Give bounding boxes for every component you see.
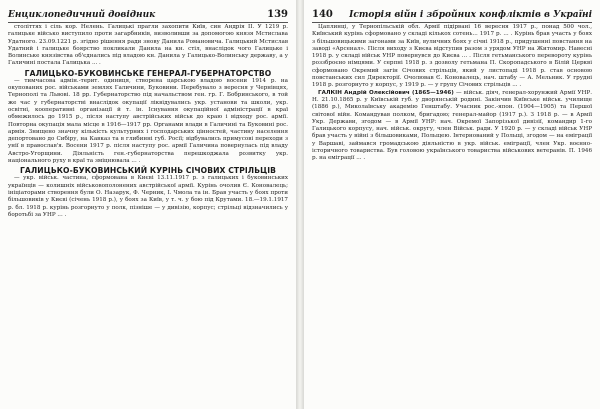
right-page xyxy=(304,0,600,409)
heading-general-governorate: ГАЛИЦЬКО-БУКОВИНСЬКЕ ГЕНЕРАЛ-ГУБЕРНАТОРСТВО xyxy=(24,68,272,78)
right-page-header xyxy=(312,4,592,23)
left-page-number: 139 xyxy=(267,9,288,20)
left-paragraph-1: століттях і сіль кор. Нелень. Галицькі прагли захопити Київ, син Андрія II. У 1219 р. галицьке військо виступило проти загарбників, визволивши за допомогою князя Мстислава Удатного. 23.09.1221 р. згідно рішення ради знову Данила Романовича. Галицький Мстислав Удатний і галицьке боярство покликали Данила на кн. стіл, внаслідок чого Галицьке і Волинське князівства об'єднались під владою кн. Данила у Галицько-Волинську державу, а у Галичині постала Галицька ... . xyxy=(8,24,288,67)
right-paragraph-1: Цаплинці, у Тернопільській обл. Армії підірвані 16 вересня 1917 р., понад 500 чол., Київський курінь сформовано у складі кількох сотень... 1917 р. ... . Курінь брав участь у боях з більшовицькими загонами за Київ, вуличних боях у січні 1918 р., придушенні повстання на заводі «Арсенал». Після виходу з Києва відступив разом з урядом УНР на Житомир. Навесні 1918 р. у складі військ УНР повернувся до Києва ... . Після гетьманського перевороту курінь роззброєно німцями. У серпні 1918 р. з дозволу гетьмана П. Скоропадського в Білій Церкві сформовано Окремий загін Січових стрільців, який у листопаді 1918 р. став основою повстанських сил Директорії. Очолював Є. Коновалець, нач. штабу — А. Мельник. У грудні 1918 р. розгорнуто у корпус, у 1919 р. — у групу Січових стрільців ... . xyxy=(312,24,592,89)
left-page-body xyxy=(8,24,288,407)
left-page-header xyxy=(8,4,288,23)
right-page-title: Історія війн і збройних конфліктів в Україні xyxy=(349,10,592,20)
book-gutter xyxy=(296,0,304,409)
heading-sich-riflemen-kurin: ГАЛИЦЬКО-БУКОВИНСЬКИЙ КУРІНЬ СІЧОВИХ СТРІЛЬЦІВ xyxy=(19,166,277,176)
left-paragraph-3: — укр. військ. частина, сформована в Києві 13.11.1917 р. з галицьких і буковинських українців — колишніх військовополонених австрійської армії. Курінь очолив Є. Коновалець; ініціаторами створення були О. Назарук, Ф. Черник, І. Чмола та ін. Брав участь у боях проти більшовиків у Києві (січень 1918 р.), у боях за Київ, у т. ч. у бою під Крутами. 18.—19.1.1917 р. бл. 1918 р. курінь розгорнуто у полк, пізніше — у дивізію, корпус; стрільці відзначились у боротьбі за УНР ... . xyxy=(8,175,288,218)
left-page-title: Енциклопедичний довідник xyxy=(8,10,156,20)
left-page xyxy=(0,0,296,409)
left-paragraph-2: — тимчасова адмін.-терит. одиниця, створена царською владою восени 1914 р. на окупованих рос. військами землях Галичини, Буковини. Перебувало з вересня у Чернівцях, Тернополі та Львові. 18 рр. Губернаторство під начальством ген. гр. Г. Бобринського, в той же час у губернаторстві внаслідок окупації ліквідувались укр. установи та школи, укр. освітні, кооперативні організації й т. ін. Існування окупаційної адміністрації в краї обмежилось до 1915 р., після наступу австрійських військ до краю і відходу рос. армії. Повторна окупація мала місце в 1916—1917 рр. Органами влади в Галичині та Буковині рос. армія. Знищено значну кількість культурних і господарських цінностей, частину населення депортовано до Сибіру, на Кавказ та в глибинні губ. Росії; відбувались примусові переходи з унії в православ'я. Восени 1917 р. після наступу рос. армії Галичина повернулась під владу Австро-Угорщини. Діяльність ген.-губернаторства перешкоджала розвитку укр. національного руху в краї та зміцнювала ... . xyxy=(8,77,288,165)
entry-term-galkin: ГАЛКІН Андрій Олексійович (1865—1946) xyxy=(318,89,454,96)
right-entry-galkin xyxy=(312,90,592,163)
right-paragraph-2: — військ. діяч, генерал-хорунжий Армії УНР. Н. 21.10.1865 р. у Київській губ. у дворянській родині. Закінчив Київське військ. училище (1886 р.), Миколаївську академію Генштабу. Учасник рос.-япон. (1904—1905) та Першої світової війн. Командував полком, бригадою; генерал-майор (1917 р.). З 1918 р. — в Армії Укр. Держави, згодом — в Армії УНР: нач. Окремої Запорізької дивізії, командир 1-го Галицького корпусу, нач. військ. округу, член Військ. ради. У 1920 р. — у складі військ УНР брав участь у війні з більшовиками, Польщею. Інтернований у Польщі, згодом — на еміграції у Варшаві, займався громадською діяльністю в укр. військ. еміграції, член Укр. воєнно-історичного товариства. Був головою українського товариства військових ветеранів. П. 1946 р. на еміграції ... . xyxy=(312,89,592,162)
right-page-number: 140 xyxy=(312,9,333,20)
right-page-body xyxy=(312,24,592,407)
